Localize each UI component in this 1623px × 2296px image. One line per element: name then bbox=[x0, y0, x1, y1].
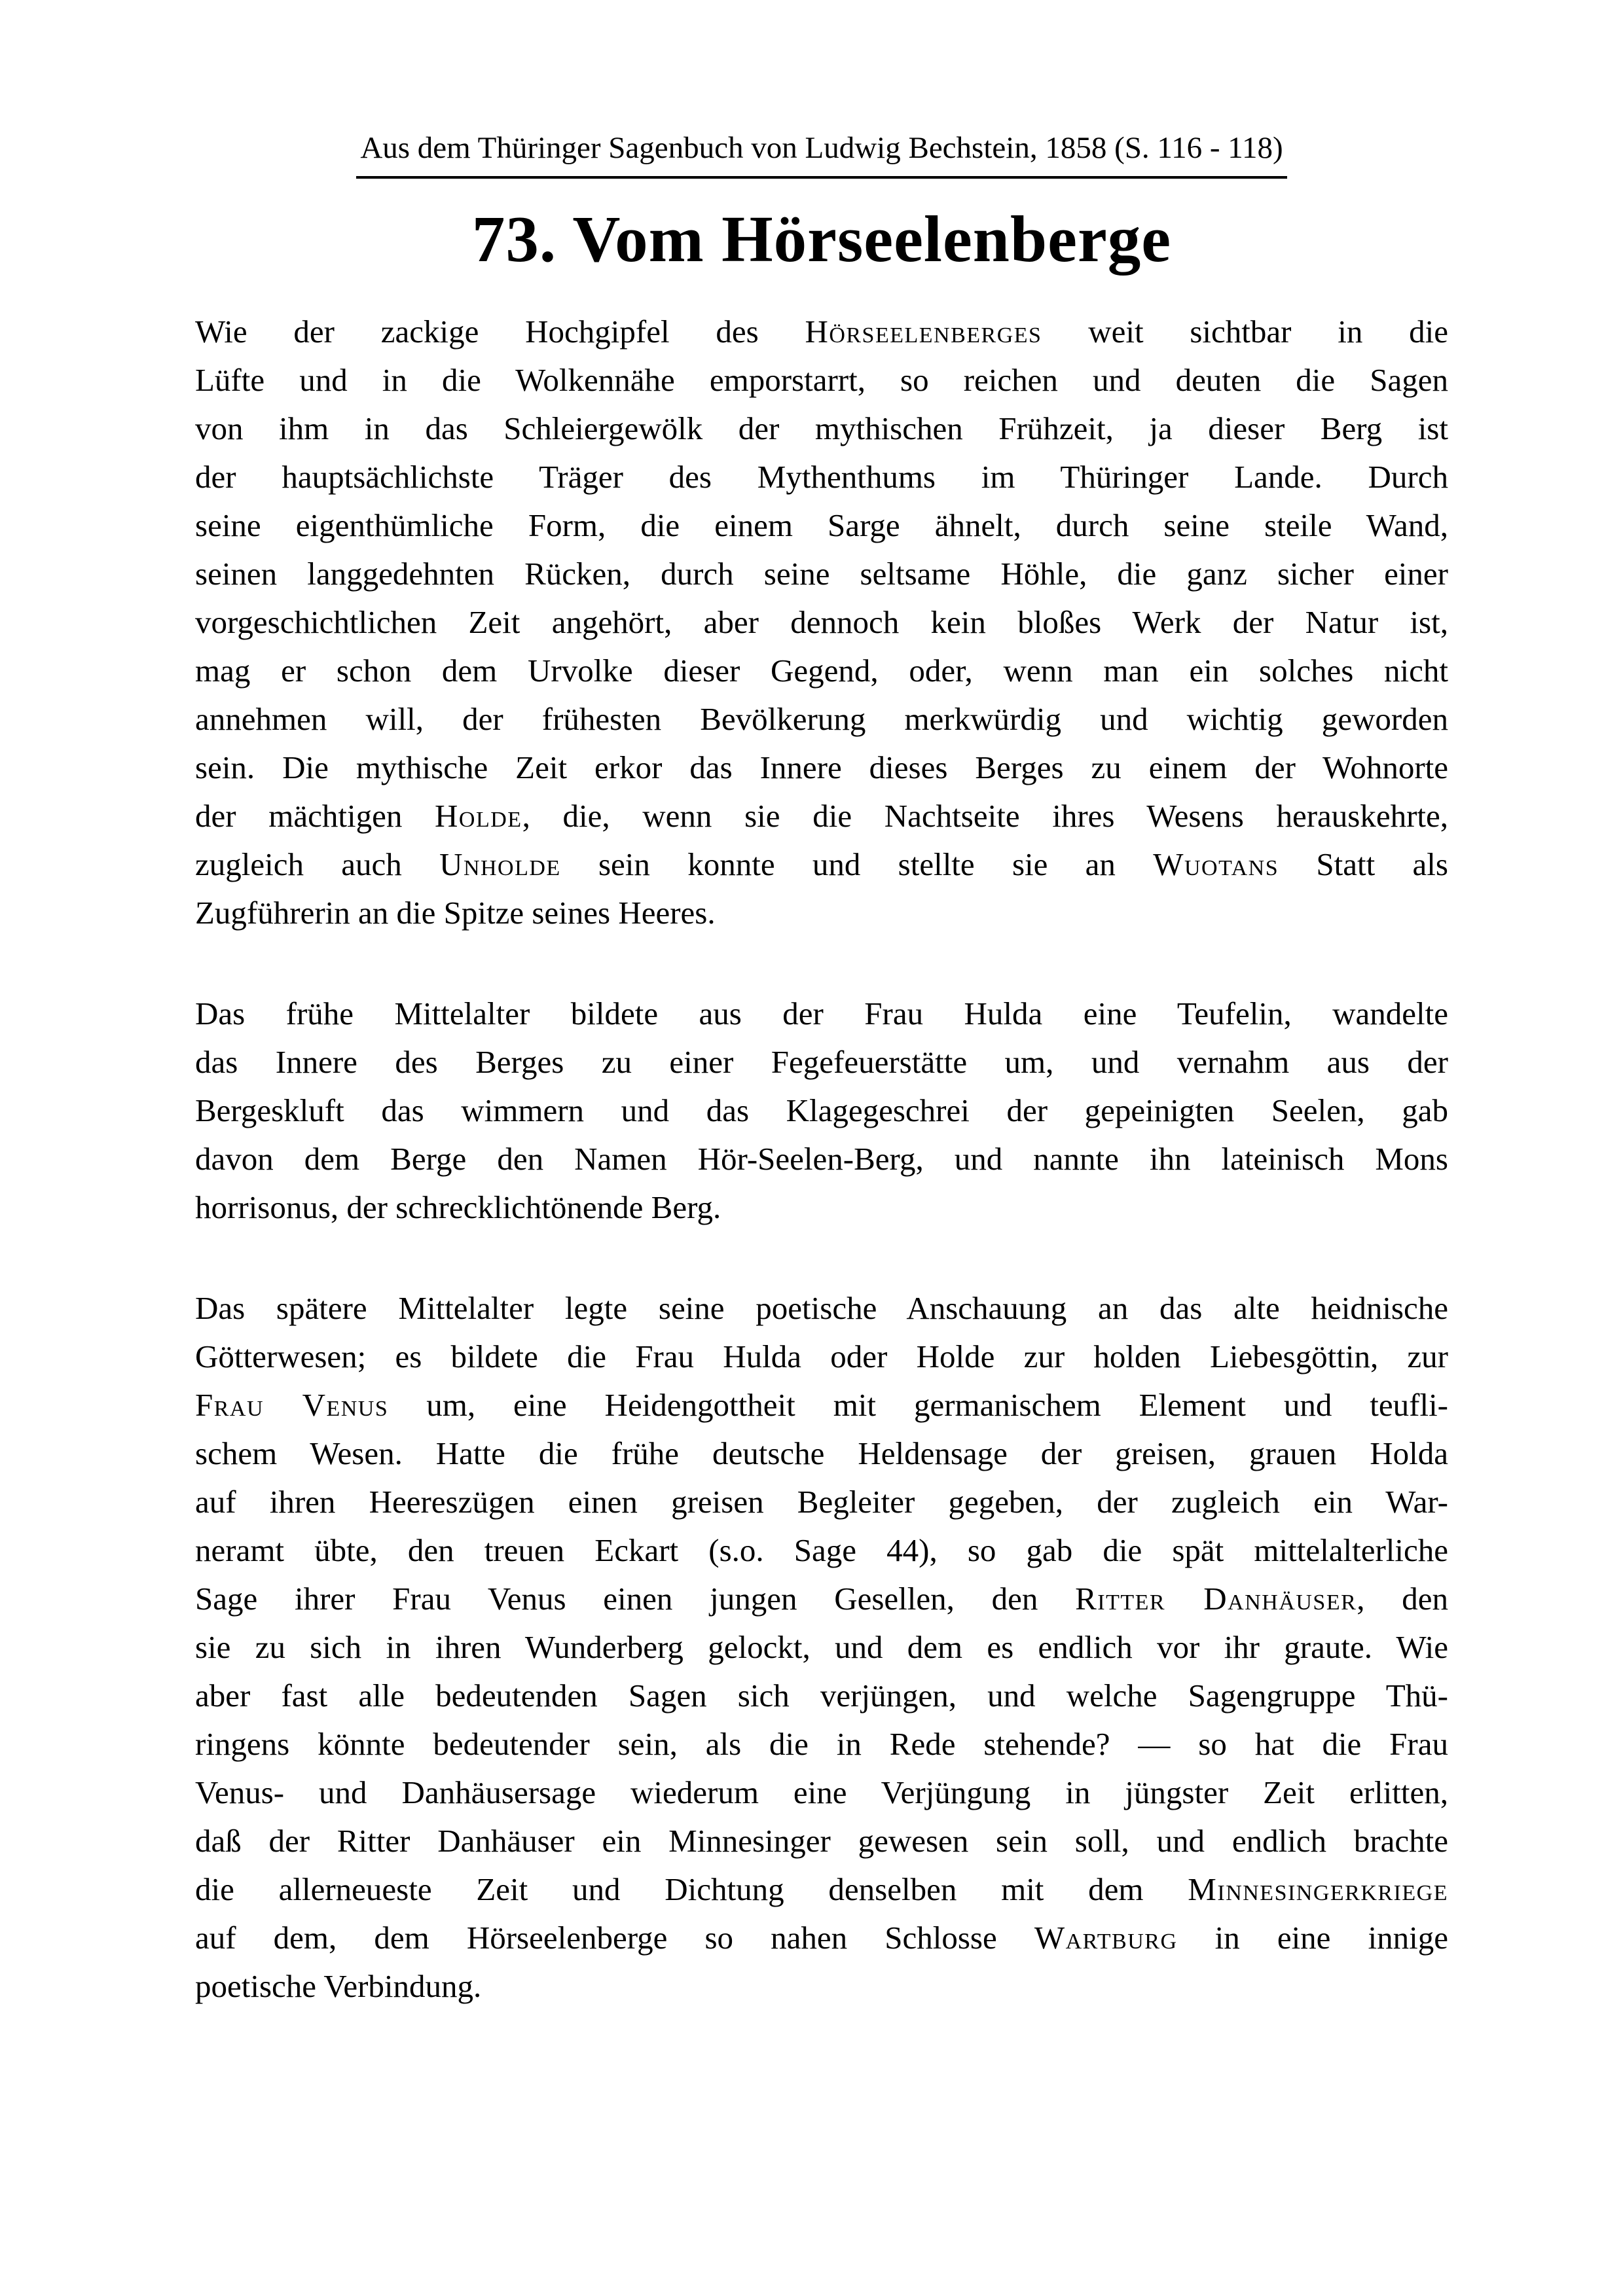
source-header: Aus dem Thüringer Sagenbuch von Ludwig Bechstein, 1858 (S. 116 - 118) bbox=[356, 131, 1286, 179]
text-segment: daß der Ritter Danhäuser ein Minnesinger gewesen sein soll, und endlich brachte bbox=[195, 1823, 1448, 1859]
text-line bbox=[195, 501, 1448, 550]
text-segment: Bergeskluft das wimmern und das Klagegeschrei der gepeinigten Seelen, gab bbox=[195, 1092, 1448, 1128]
text-line bbox=[195, 1768, 1448, 1817]
text-segment: in eine innige bbox=[1177, 1920, 1449, 1956]
smallcaps-text: Wartburg bbox=[1034, 1920, 1178, 1956]
text-line bbox=[195, 404, 1448, 453]
smallcaps-text: Unholde bbox=[439, 846, 561, 882]
body-text bbox=[195, 308, 1448, 2011]
text-line bbox=[195, 1865, 1448, 1914]
text-line bbox=[195, 308, 1448, 356]
text-column bbox=[195, 131, 1448, 2011]
text-segment: auf dem, dem Hörseelenberge so nahen Schlosse bbox=[195, 1920, 1034, 1956]
text-line bbox=[195, 840, 1448, 889]
text-segment: poetische Verbindung. bbox=[195, 1968, 482, 2004]
text-line bbox=[195, 744, 1448, 792]
text-segment: der mächtigen bbox=[195, 798, 435, 834]
text-line bbox=[195, 453, 1448, 501]
text-segment: seine eigenthümliche Form, die einem Sarge ähnelt, durch seine steile Wand, bbox=[195, 507, 1448, 543]
paragraph-2 bbox=[195, 990, 1448, 1232]
text-line bbox=[195, 356, 1448, 404]
smallcaps-text: Frau Venus bbox=[195, 1387, 389, 1423]
text-segment: Statt als bbox=[1279, 846, 1448, 882]
text-segment: sein konnte und stellte sie an bbox=[560, 846, 1154, 882]
text-line bbox=[195, 1623, 1448, 1672]
text-line bbox=[195, 1720, 1448, 1768]
text-segment: von ihm in das Schleiergewölk der mythischen Frühzeit, ja dieser Berg ist bbox=[195, 410, 1448, 446]
text-segment: Sage ihrer Frau Venus einen jungen Gesellen, den bbox=[195, 1581, 1076, 1617]
text-line bbox=[195, 1381, 1448, 1429]
text-line bbox=[195, 1038, 1448, 1086]
text-line bbox=[195, 889, 1448, 937]
text-segment: auf ihren Heereszügen einen greisen Begleiter gegeben, der zugleich ein War- bbox=[195, 1484, 1448, 1520]
text-line bbox=[195, 1672, 1448, 1720]
text-segment: Zugführerin an die Spitze seines Heeres. bbox=[195, 895, 716, 931]
text-line bbox=[195, 1575, 1448, 1623]
smallcaps-text: Holde bbox=[435, 798, 522, 834]
text-line bbox=[195, 1183, 1448, 1232]
page-title: 73. Vom Hörseelenberge bbox=[471, 202, 1172, 276]
text-segment: Wie der zackige Hochgipfel des bbox=[195, 314, 805, 350]
text-segment: ringens könnte bedeutender sein, als die in Rede stehende? — so hat die Frau bbox=[195, 1726, 1448, 1762]
text-segment: vorgeschichtlichen Zeit angehört, aber dennoch kein bloßes Werk der Natur ist, bbox=[195, 604, 1448, 640]
text-segment: Venus- und Danhäusersage wiederum eine Verjüngung in jüngster Zeit erlitten, bbox=[195, 1774, 1448, 1810]
text-segment: mag er schon dem Urvolke dieser Gegend, oder, wenn man ein solches nicht bbox=[195, 653, 1448, 689]
text-segment: zugleich auch bbox=[195, 846, 440, 882]
text-line bbox=[195, 1478, 1448, 1526]
text-segment: weit sichtbar in die bbox=[1042, 314, 1448, 350]
text-segment: um, eine Heidengottheit mit germanischem Element und teufli- bbox=[388, 1387, 1448, 1423]
smallcaps-text: Ritter Danhäuser bbox=[1075, 1581, 1357, 1617]
smallcaps-text: Minnesingerkriege bbox=[1188, 1871, 1448, 1907]
text-line bbox=[195, 1284, 1448, 1333]
text-segment: davon dem Berge den Namen Hör-Seelen-Berg, und nannte ihn lateinisch Mons bbox=[195, 1141, 1448, 1177]
text-segment: annehmen will, der frühesten Bevölkerung merkwürdig und wichtig geworden bbox=[195, 701, 1448, 737]
text-segment: der hauptsächlichste Träger des Mythenthums im Thüringer Lande. Durch bbox=[195, 459, 1448, 495]
text-segment: schem Wesen. Hatte die frühe deutsche Heldensage der greisen, grauen Holda bbox=[195, 1435, 1448, 1471]
text-segment: horrisonus, der schrecklichtönende Berg. bbox=[195, 1189, 721, 1225]
text-line bbox=[195, 1429, 1448, 1478]
text-segment: aber fast alle bedeutenden Sagen sich verjüngen, und welche Sagengruppe Thü- bbox=[195, 1677, 1448, 1713]
text-line bbox=[195, 598, 1448, 647]
text-line bbox=[195, 1526, 1448, 1575]
text-segment: , den bbox=[1357, 1581, 1448, 1617]
text-segment: Götterwesen; es bildete die Frau Hulda oder Holde zur holden Liebesgöttin, zur bbox=[195, 1338, 1448, 1374]
text-line bbox=[195, 695, 1448, 744]
text-line bbox=[195, 1086, 1448, 1135]
text-line bbox=[195, 990, 1448, 1038]
text-segment: die allerneueste Zeit und Dichtung denselben mit dem bbox=[195, 1871, 1188, 1907]
text-segment: das Innere des Berges zu einer Fegefeuerstätte um, und vernahm aus der bbox=[195, 1044, 1448, 1080]
text-line bbox=[195, 1962, 1448, 2011]
smallcaps-text: Wuotans bbox=[1153, 846, 1279, 882]
text-line bbox=[195, 1135, 1448, 1183]
text-line bbox=[195, 647, 1448, 695]
text-segment: Lüfte und in die Wolkennähe emporstarrt, so reichen und deuten die Sagen bbox=[195, 362, 1448, 398]
text-line bbox=[195, 550, 1448, 598]
source-header-row bbox=[195, 131, 1448, 179]
text-segment: sein. Die mythische Zeit erkor das Innere dieses Berges zu einem der Wohnorte bbox=[195, 749, 1448, 785]
smallcaps-text: Hörseelenberges bbox=[805, 314, 1042, 350]
text-line bbox=[195, 792, 1448, 840]
text-line bbox=[195, 1333, 1448, 1381]
text-line bbox=[195, 1817, 1448, 1865]
text-segment: , die, wenn sie die Nachtseite ihres Wesens herauskehrte, bbox=[522, 798, 1449, 834]
text-segment: sie zu sich in ihren Wunderberg gelockt, und dem es endlich vor ihr graute. Wie bbox=[195, 1629, 1448, 1665]
text-segment: seinen langgedehnten Rücken, durch seine seltsame Höhle, die ganz sicher einer bbox=[195, 556, 1448, 592]
text-segment: neramt übte, den treuen Eckart (s.o. Sage 44), so gab die spät mittelalterliche bbox=[195, 1532, 1448, 1568]
text-segment: Das frühe Mittelalter bildete aus der Frau Hulda eine Teufelin, wandelte bbox=[195, 996, 1448, 1031]
text-segment: Das spätere Mittelalter legte seine poetische Anschauung an das alte heidnische bbox=[195, 1290, 1448, 1326]
text-line bbox=[195, 1914, 1448, 1962]
paragraph-1 bbox=[195, 308, 1448, 937]
paragraph-3 bbox=[195, 1284, 1448, 2011]
